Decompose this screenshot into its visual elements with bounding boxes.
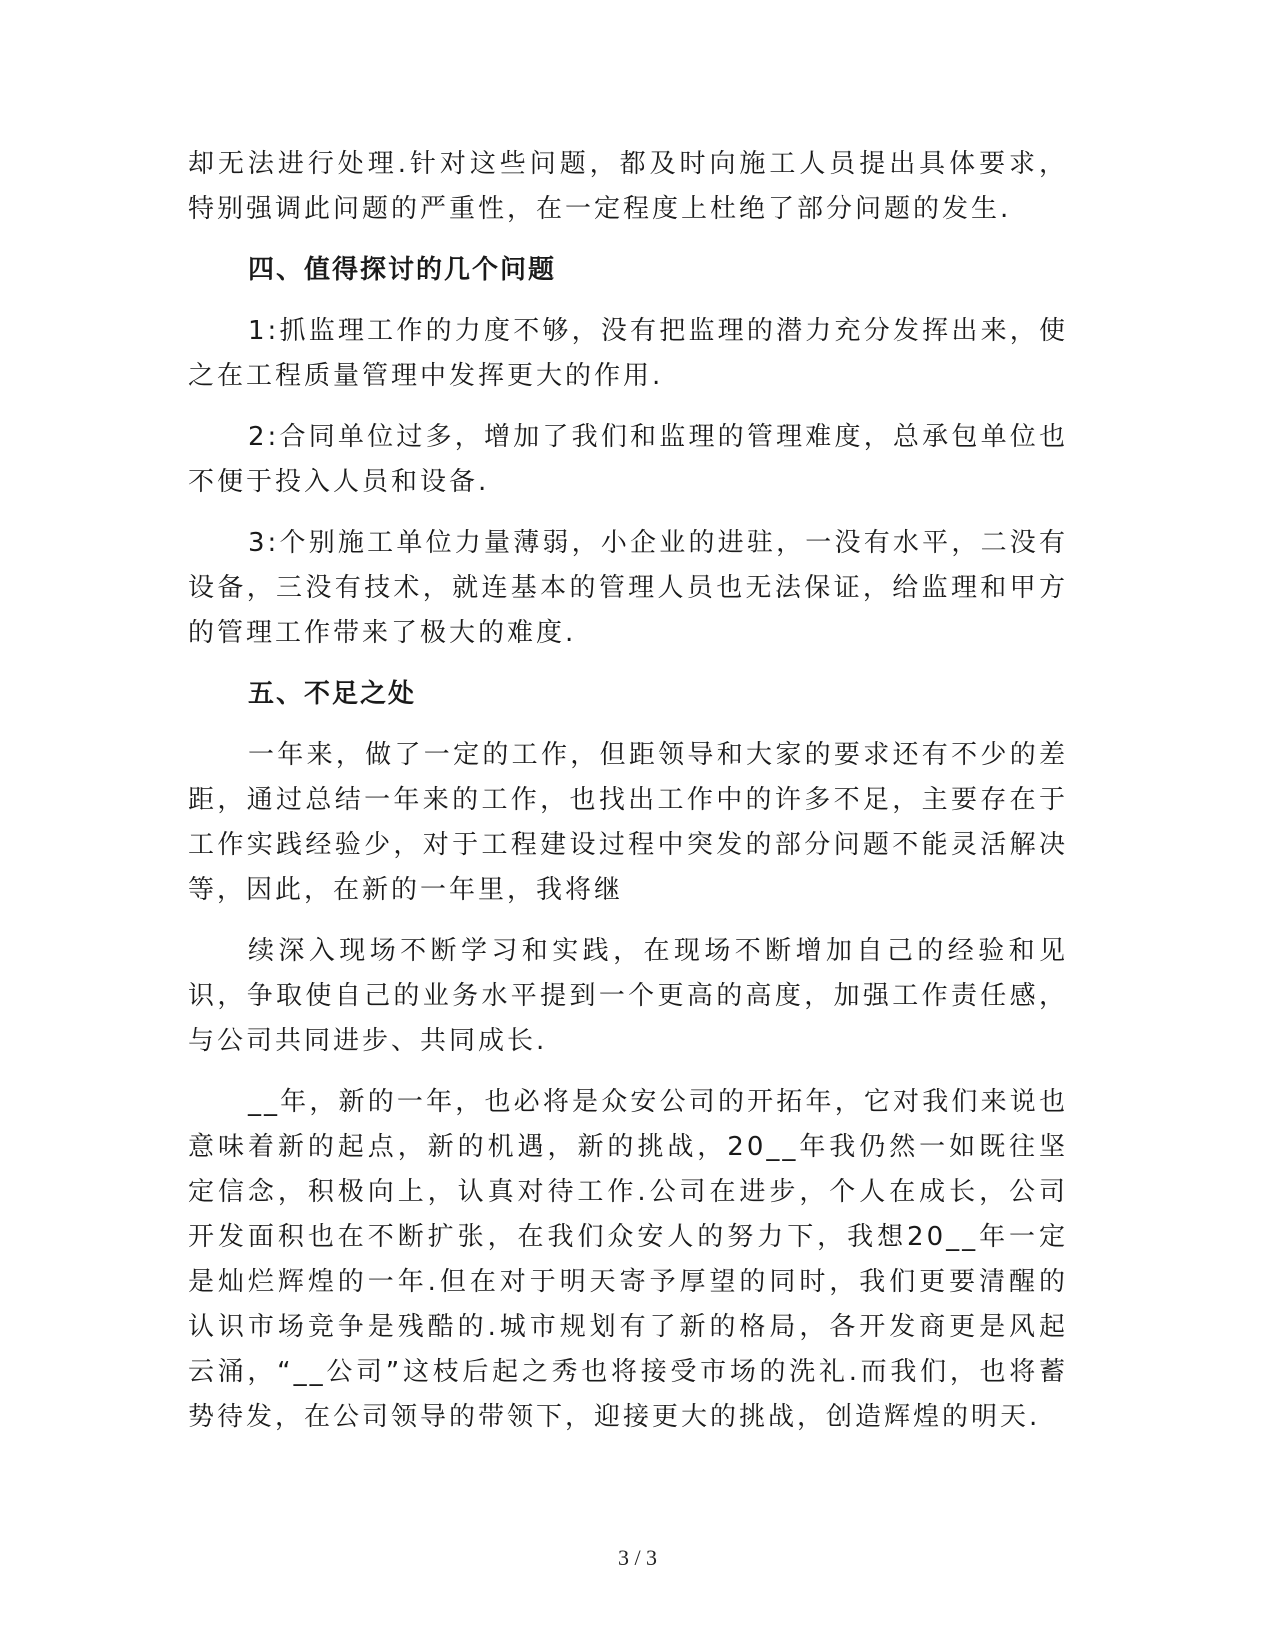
paragraph-new-year: __年，新的一年，也必将是众安公司的开拓年，它对我们来说也意味着新的起点，新的机遇，新的挑战，20__年我仍然一如既往坚定信念，积极向上，认真对待工作.公司在进步，个人在成长，公司开发面积也在不断扩张，在我们众安人的努力下，我想20__年一定是灿烂辉煌的一年.但在对于明天寄予厚望的同时，我们更要清醒的认识市场竞争是残酷的.城市规划有了新的格局，各开发商更是风起云涌，“__公司”这枝后起之秀也将接受市场的洗礼.而我们，也将蓄势待发，在公司领导的带领下，迎接更大的挑战，创造辉煌的明天. [188,1087,1068,1432]
paragraph-issue-1: 1:抓监理工作的力度不够，没有把监理的潜力充分发挥出来，使之在工程质量管理中发挥更大的作用. [188,316,1068,391]
paragraph-continue-learning: 续深入现场不断学习和实践，在现场不断增加自己的经验和见识，争取使自己的业务水平提到一个更高的高度，加强工作责任感，与公司共同进步、共同成长. [188,936,1068,1056]
section-heading-5: 五、不足之处 [248,679,417,709]
section-heading-4: 四、值得探讨的几个问题 [248,255,557,285]
page-number: 3 / 3 [617,1545,658,1570]
paragraph-issue-3: 3:个别施工单位力量薄弱，小企业的进驻，一没有水平，二没有设备，三没有技术，就连基本的管理人员也无法保证，给监理和甲方的管理工作带来了极大的难度. [188,528,1068,648]
document-body [188,142,1068,1456]
paragraph-continuation: 却无法进行处理.针对这些问题，都及时向施工人员提出具体要求，特别强调此问题的严重性，在一定程度上杜绝了部分问题的发生. [188,149,1068,224]
paragraph-issue-2: 2:合同单位过多，增加了我们和监理的管理难度，总承包单位也不便于投入人员和设备. [188,422,1068,497]
paragraph-shortcomings: 一年来，做了一定的工作，但距领导和大家的要求还有不少的差距，通过总结一年来的工作，也找出工作中的许多不足，主要存在于工作实践经验少，对于工程建设过程中突发的部分问题不能灵活解决等，因此，在新的一年里，我将继 [188,740,1068,905]
